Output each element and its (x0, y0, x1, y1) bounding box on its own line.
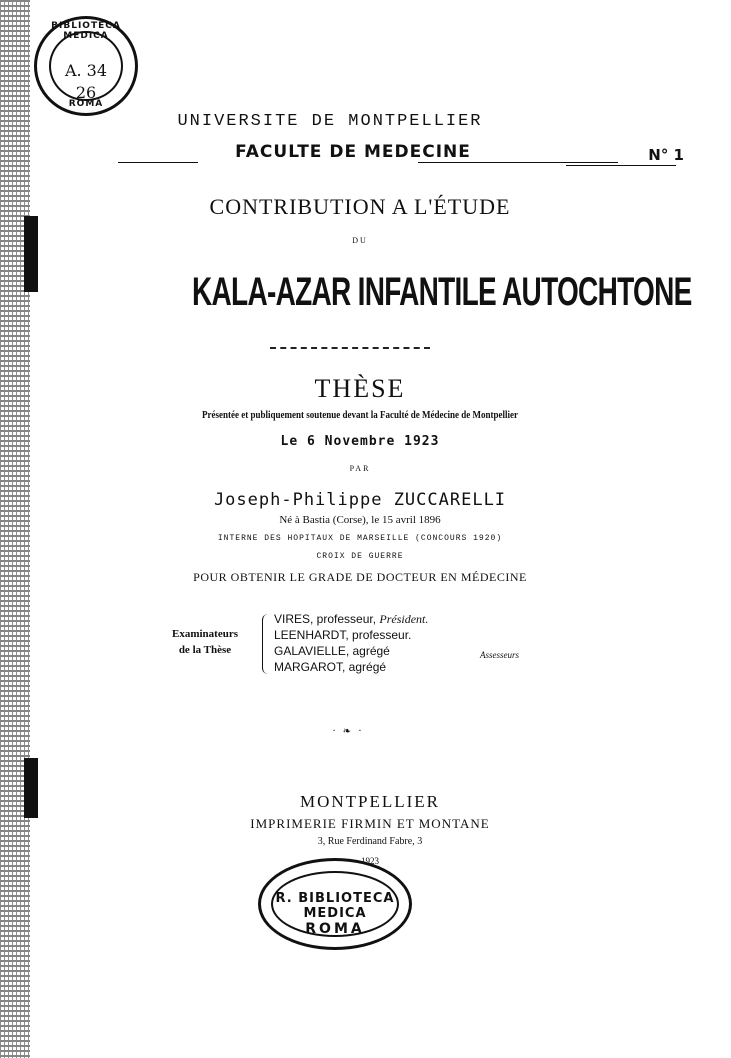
author-name: Joseph-Philippe ZUCCARELLI (213, 490, 507, 510)
jury-label-line2: de la Thèse (178, 644, 232, 656)
jury-member (274, 612, 428, 627)
imprint-year: 1923 (361, 856, 379, 866)
university-name: UNIVERSITE DE MONTPELLIER (177, 112, 483, 131)
jury-member: MARGAROT, agrégé (274, 660, 387, 674)
author-interne: INTERNE DES HOPITAUX DE MARSEILLE (CONCOURS 1920) (217, 534, 503, 543)
library-stamp-top (34, 16, 138, 116)
assesseurs-label: Assesseurs (480, 650, 520, 660)
thesis-label: THÈSE (314, 374, 406, 403)
thesis-number: N° 1 (648, 146, 684, 164)
by-label: PAR (349, 464, 371, 473)
imprint-city: MONTPELLIER (299, 792, 441, 811)
author-birth: Né à Bastia (Corse), le 15 avril 1896 (279, 514, 441, 526)
imprint-address: 3, Rue Ferdinand Fabre, 3 (317, 836, 423, 847)
main-title: KALA-AZAR INFANTILE AUTOCHTONE (192, 270, 692, 314)
jury-block (140, 612, 560, 682)
stamp-shelf-number: 26 (75, 83, 97, 102)
faculty-rule-left (118, 162, 198, 163)
faculty-row (118, 142, 684, 166)
title-contribution: CONTRIBUTION A L'ÉTUDE (209, 194, 511, 219)
author-decoration: CROIX DE GUERRE (316, 552, 404, 561)
stamp-bottom-arc-text: ROMA (305, 921, 365, 937)
jury-member: GALAVIELLE, agrégé (274, 644, 390, 658)
degree-purpose: POUR OBTENIR LE GRADE DE DOCTEUR EN MÉDECINE (193, 570, 527, 584)
faculty-name: FACULTE DE MEDECINE (235, 142, 471, 162)
jury-brace (262, 614, 271, 674)
ornament: · ❧ · (332, 726, 364, 737)
binding-edge (0, 0, 30, 1058)
jury-member: LEENHARDT, professeur. (274, 628, 412, 642)
jury-member-name: VIRES, professeur, (274, 612, 377, 626)
presented-line: Présentée et publiquement soutenue devant la Faculté de Médecine de Montpellier (202, 410, 518, 421)
jury-member-role: Président. (379, 612, 429, 626)
title-du: DU (352, 236, 368, 245)
stamp-top-arc-text: BIBLIOTECA MEDICA (51, 21, 121, 41)
stamp-top-arc-text: R. BIBLIOTECA MEDICA (275, 891, 395, 921)
stamp-bottom-arc-text: ROMA (68, 99, 104, 109)
decorative-rule (270, 347, 430, 349)
binding-mark (24, 216, 38, 292)
defense-date: Le 6 Novembre 1923 (280, 434, 440, 449)
thesis-number-rule (566, 165, 676, 166)
binding-mark (24, 758, 38, 818)
imprint-printer: IMPRIMERIE FIRMIN ET MONTANE (250, 816, 490, 831)
jury-label-line1: Examinateurs (172, 628, 238, 640)
stamp-shelf-mark: A. 34 (64, 61, 108, 80)
library-stamp-bottom (258, 858, 412, 950)
